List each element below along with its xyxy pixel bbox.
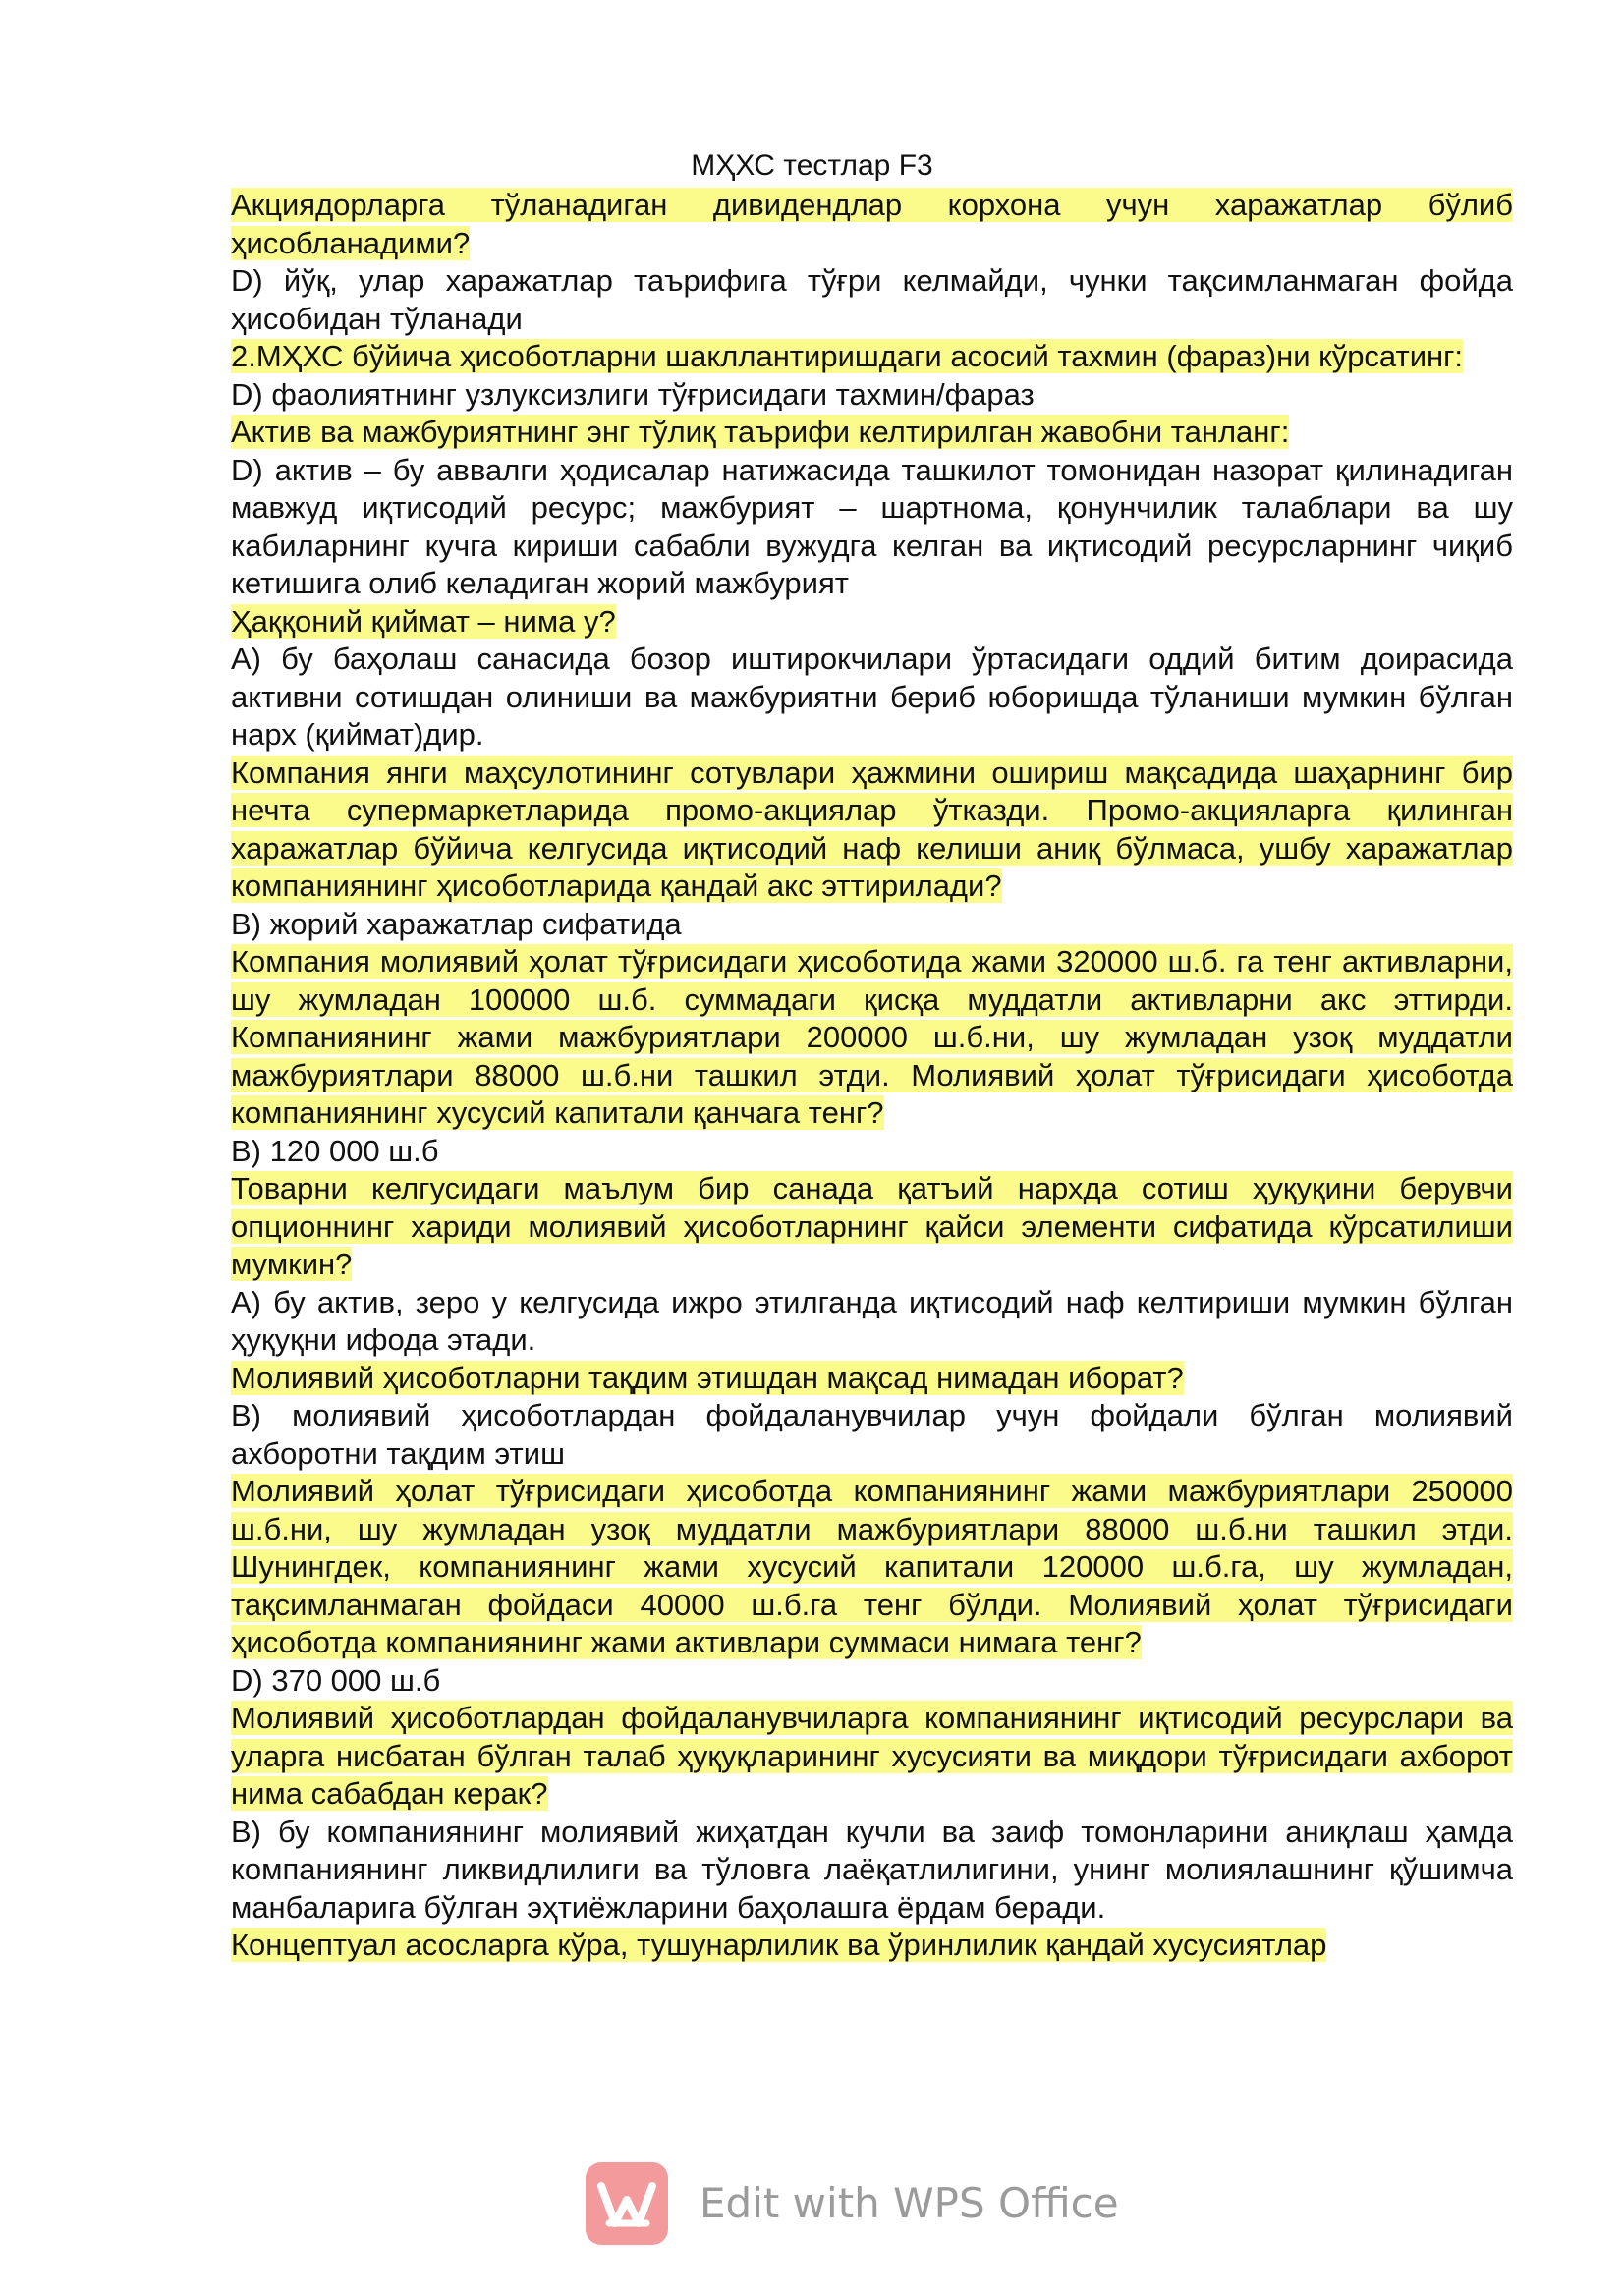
answer-body: 120 000 ш.б [261, 1133, 439, 1168]
question-text [231, 1170, 1513, 1284]
answer-body: молиявий ҳисоботлардан фойдаланувчилар учун фойдали бўлган молиявий ахборотни тақдим этиш [231, 1398, 1513, 1471]
question-highlight: Молиявий ҳисоботлардан фойдаланувчиларга компаниянинг иқтисодий ресурслари ва уларга нисбатан бўлган талаб ҳуқуқларининг хусусияти ва миқдори тўғрисидаги ахборот нима сабабдан керак? [231, 1701, 1513, 1811]
question-highlight: Концептуал асосларга кўра, тушунарлилик ва ўринлилик қандай хусусиятлар [231, 1928, 1327, 1962]
answer-letter: B) [231, 1398, 261, 1432]
question-text [231, 187, 1513, 262]
answer-letter: B) [231, 906, 261, 941]
answer-text [231, 262, 1513, 338]
answer-body: йўқ, улар харажатлар таърифига тўғри келмайди, чунки тақсимланмаган фойда ҳисобидан тўланади [231, 263, 1513, 336]
wps-w-logo-icon[interactable] [586, 2162, 668, 2245]
answer-text [231, 1662, 1513, 1701]
answer-letter: D) [231, 452, 263, 487]
answer-text [231, 1814, 1513, 1928]
answer-text [231, 376, 1513, 415]
answer-text [231, 452, 1513, 603]
answer-text [231, 1397, 1513, 1473]
question-text [231, 1473, 1513, 1662]
question-text [231, 1927, 1513, 1965]
document-body [231, 187, 1513, 1965]
document-title: МҲХС тестлар F3 [691, 149, 933, 182]
answer-body: жорий харажатлар сифатида [261, 906, 682, 941]
wps-w-glyph-icon [586, 2162, 668, 2245]
question-text [231, 338, 1513, 376]
answer-letter: A) [231, 642, 261, 676]
answer-body: бу компаниянинг молиявий жиҳатдан кучли ва заиф томонларини аниқлаш ҳамда компаниянинг ликвидлилиги ва тўловга лаёқатлилигини, унинг молиялашнинг қўшимча манбаларига бўлган эҳтиёжларини баҳолашга ёрдам беради. [231, 1814, 1513, 1925]
answer-body: фаолиятнинг узлуксизлиги тўғрисидаги тахмин/фараз [262, 376, 1035, 412]
answer-text [231, 641, 1513, 755]
question-highlight: Компания молиявий ҳолат тўғрисидаги ҳисоботида жами 320000 ш.б. га тенг активларни, шу жумладан 100000 ш.б. суммадаги қисқа муддатли активларни акс эттирди. Компаниянинг жами мажбуриятлари 200000 ш.б.ни, шу жумладан узоқ муддатли мажбуриятлари 88000 ш.б.ни ташкил этди. Молиявий ҳолат тўғрисидаги ҳисоботда компаниянинг хусусий капитали қанчага тенг? [231, 944, 1513, 1130]
answer-body: бу актив, зеро у келгусида ижро этилганда иқтисодий наф келтириши мумкин бўлган ҳуқуқни ифода этади. [231, 1284, 1513, 1357]
answer-body: актив – бу аввалги ҳодисалар натижасида ташкилот томонидан назорат қилинадиган мавжуд иқтисодий ресурс; мажбурият – шартнома, қонунчилик талаблари ва шу кабиларнинг кучга кириши сабабли вужудга келган ва иқтисодий ресурсларнинг чиқиб кетишига олиб келадиган жорий мажбурият [231, 452, 1513, 600]
question-highlight: Ҳаққоний қиймат – нима у? [231, 603, 616, 639]
answer-text [231, 906, 1513, 944]
question-highlight: Актив ва мажбуриятнинг энг тўлиқ таърифи келтирилган жавобни танланг: [231, 415, 1290, 449]
answer-letter: A) [231, 1284, 261, 1319]
question-highlight: Молиявий ҳисоботларни тақдим этишдан мақсад нимадан иборат? [231, 1360, 1184, 1395]
question-text [231, 1360, 1513, 1398]
question-highlight: Товарни келгусидаги маълум бир санада қатъий нархда сотиш ҳуқуқини берувчи опционнинг хариди молиявий ҳисоботларнинг қайси элементи сифатида кўрсатилиши мумкин? [231, 1171, 1513, 1281]
answer-body: бу баҳолаш санасида бозор иштирокчилари ўртасидаги оддий битим доирасида активни сотишдан олиниши ва мажбуриятни бериб юборишда тўланиши мумкин бўлган нарх (қиймат)дир. [231, 642, 1513, 752]
answer-body: 370 000 ш.б [262, 1662, 441, 1698]
question-text [231, 755, 1513, 906]
answer-letter: D) [231, 263, 263, 298]
question-text [231, 414, 1513, 452]
question-highlight: Молиявий ҳолат тўғрисидаги ҳисоботда компаниянинг жами мажбуриятлари 250000 ш.б.ни, шу жумладан узоқ муддатли мажбуриятлари 88000 ш.б.ни ташкил этди. Шунингдек, компаниянинг жами хусусий капитали 120000 ш.б.га, шу жумладан, тақсимланмаган фойдаси 40000 ш.б.га тенг бўлди. Молиявий ҳолат тўғрисидаги ҳисоботда компаниянинг жами активлари суммаси нимага тенг? [231, 1474, 1513, 1659]
answer-letter: D) [231, 376, 263, 412]
question-highlight: Компания янги маҳсулотининг сотувлари ҳажмини ошириш мақсадида шаҳарнинг бир нечта супермаркетларида промо-акциялар ўтказди. Промо-акцияларга қилинган харажатлар бўйича келгусида иқтисодий наф келиши аниқ бўлмаса, ушбу харажатлар компаниянинг ҳисоботларида қандай акс эттирилади? [231, 755, 1513, 903]
answer-letter: B) [231, 1133, 261, 1168]
question-highlight: 2.МҲХС бўйича ҳисоботларни шакллантиришдаги асосий тахмин (фараз)ни кўрсатинг: [231, 339, 1464, 373]
question-text [231, 603, 1513, 642]
question-text [231, 1700, 1513, 1814]
question-highlight: Акциядорларга тўланадиган дивидендлар корхона учун харажатлар бўлиб ҳисобланадими? [231, 188, 1513, 260]
edit-with-wps-link[interactable]: Edit with WPS Office [700, 2179, 1119, 2227]
answer-letter: D) [231, 1662, 263, 1698]
question-text [231, 943, 1513, 1133]
answer-text [231, 1284, 1513, 1360]
answer-letter: B) [231, 1814, 261, 1849]
answer-text [231, 1133, 1513, 1171]
